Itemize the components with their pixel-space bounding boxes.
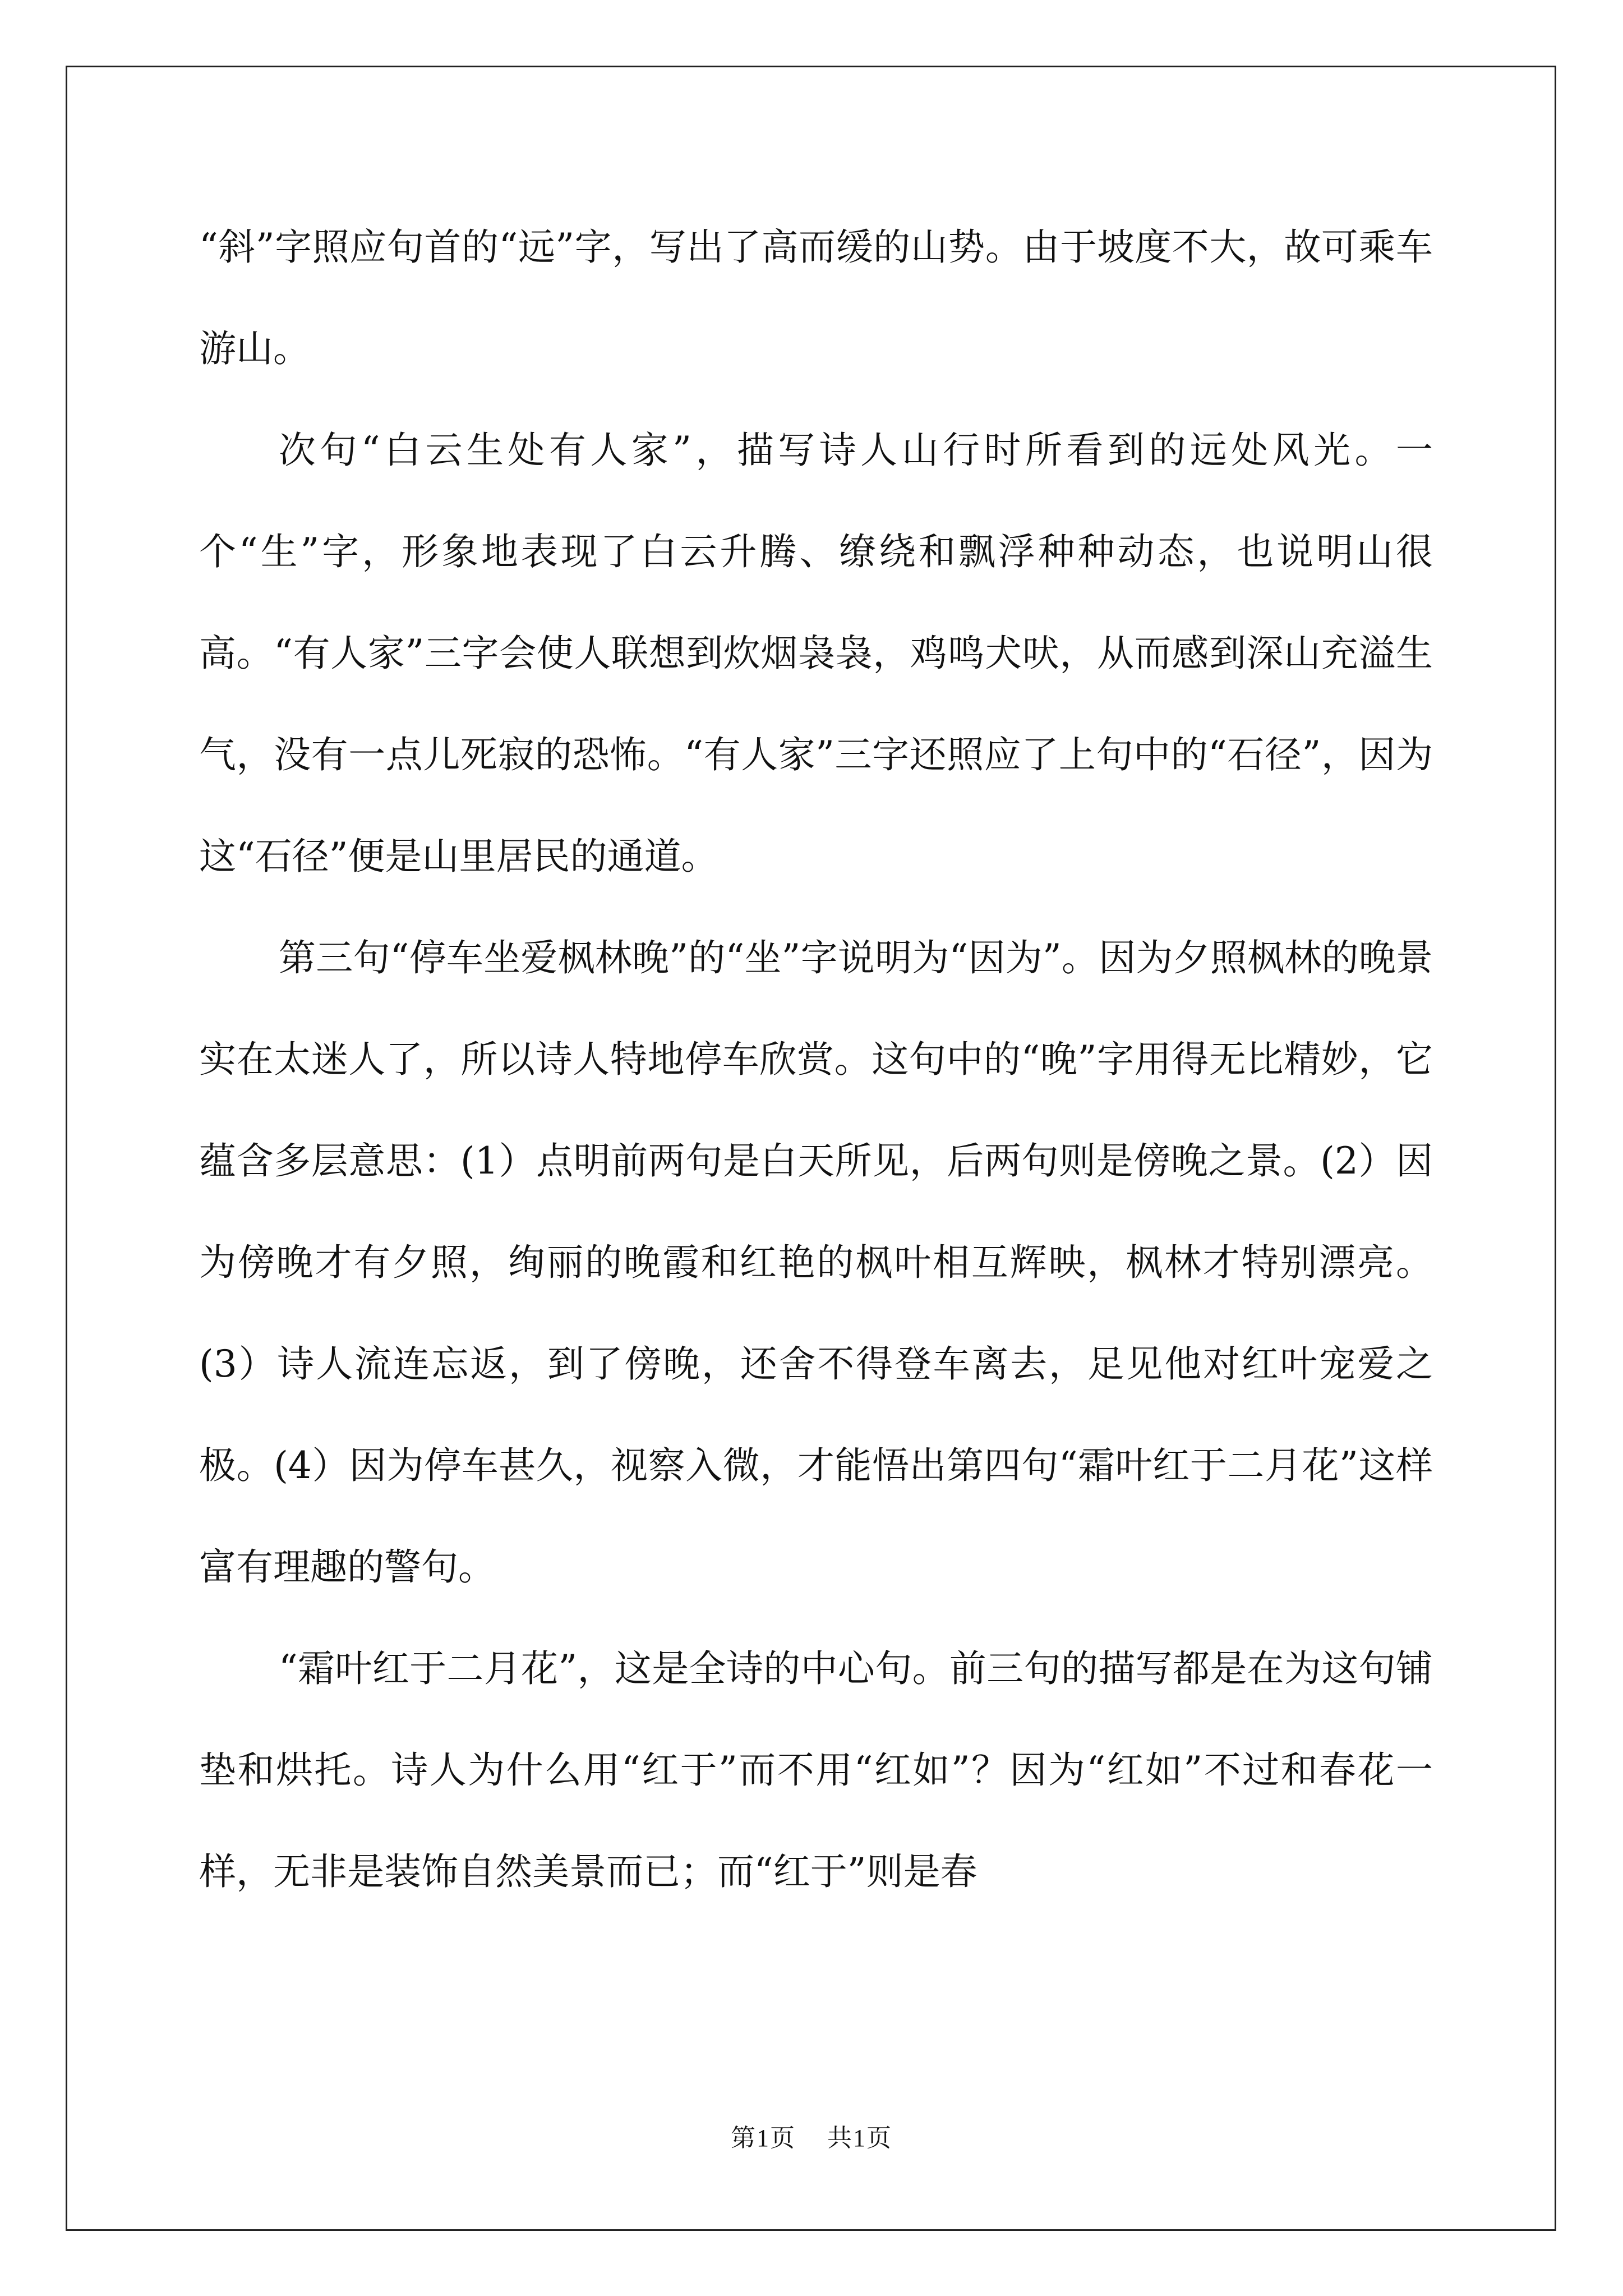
- paragraph-2: 次句“白云生处有人家”，描写诗人山行时所看到的远处风光。一个“生”字，形象地表现了白云升腾、缭绕和飘浮种种动态，也说明山很高。“有人家”三字会使人联想到炊烟袅袅，鸡鸣犬吠，从而感到深山充溢生气，没有一点儿死寂的恐怖。“有人家”三字还照应了上句中的“石径”，因为这“石径”便是山里居民的通道。: [199, 429, 1433, 878]
- page-total: 共1页: [827, 2124, 892, 2152]
- page-footer: [0, 2118, 1623, 2154]
- paragraph-1: “斜”字照应句首的“远”字，写出了高而缓的山势。由于坡度不大，故可乘车游山。: [199, 226, 1433, 370]
- paragraph-3: 第三句“停车坐爱枫林晚”的“坐”字说明为“因为”。因为夕照枫林的晚景实在太迷人了，所以诗人特地停车欣赏。这句中的“晚”字用得无比精妙，它蕴含多层意思：(1）点明前两句是白天所见，后两句则是傍晚之景。(2）因为傍晚才有夕照，绚丽的晚霞和红艳的枫叶相互辉映，枫林才特别漂亮。(3）诗人流连忘返，到了傍晚，还舍不得登车离去，足见他对红叶宠爱之极。(4）因为停车甚久，视察入微，才能悟出第四句“霜叶红于二月花”这样富有理趣的警句。: [199, 936, 1433, 1589]
- page-number: 第1页: [731, 2124, 796, 2152]
- document-body: [199, 196, 1433, 1922]
- paragraph-4: “霜叶红于二月花”，这是全诗的中心句。前三句的描写都是在为这句铺垫和烘托。诗人为什么用“红于”而不用“红如”？因为“红如”不过和春花一样，无非是装饰自然美景而已；而“红于”则是春: [199, 1647, 1433, 1893]
